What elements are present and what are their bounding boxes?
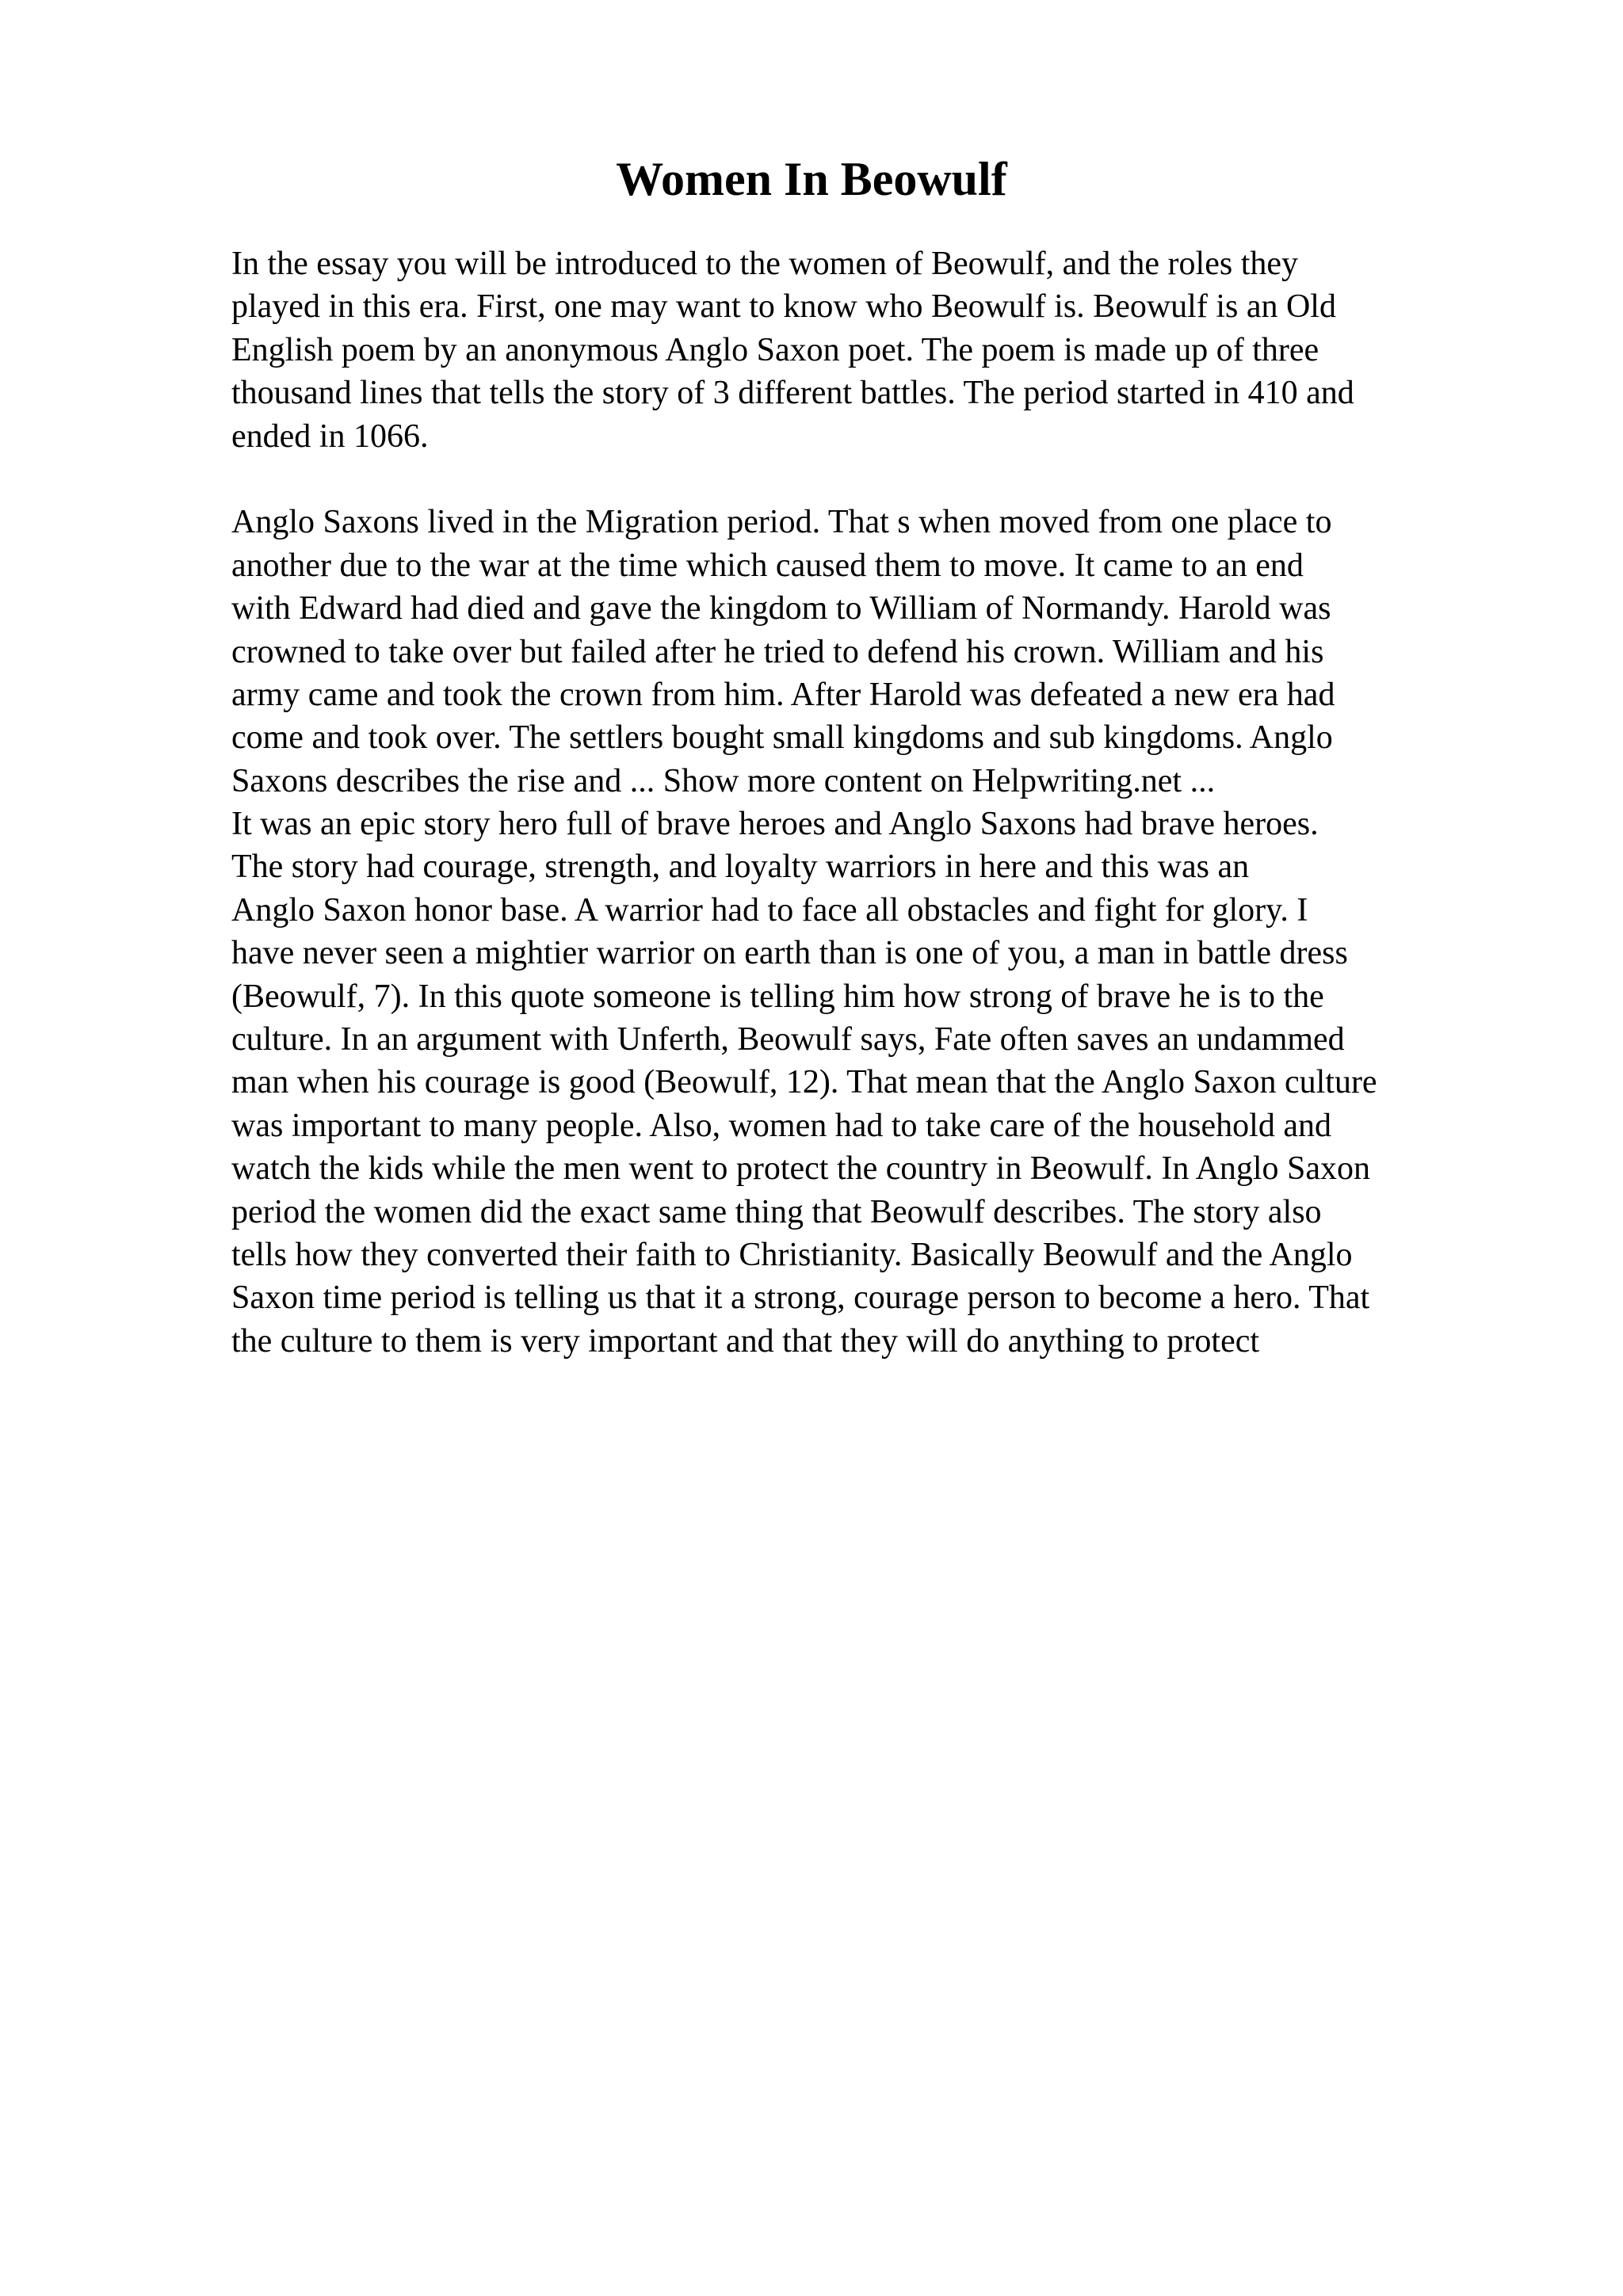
text-line: watch the kids while the men went to protect the country in Beowulf. In Anglo Saxon: [231, 1150, 1371, 1188]
text-line: The story had courage, strength, and loyalty warriors in here and this was an: [231, 849, 1250, 886]
text-line: was important to many people. Also, women had to take care of the household and: [231, 1107, 1331, 1144]
text-line: period the women did the exact same thing that Beowulf describes. The story also: [231, 1193, 1322, 1230]
text-line: man when his courage is good (Beowulf, 12). That mean that the Anglo Saxon culture: [231, 1064, 1377, 1101]
text-line: played in this era. First, one may want to know who Beowulf is. Beowulf is an Old: [231, 288, 1336, 326]
text-line: In the essay you will be introduced to the women of Beowulf, and the roles they: [231, 246, 1299, 282]
paragraph-epic-story: [231, 803, 1594, 1363]
text-line: thousand lines that tells the story of 3 different battles. The period started in 410 and: [231, 375, 1354, 412]
text-line: (Beowulf, 7). In this quote someone is telling him how strong of brave he is to the: [231, 978, 1324, 1015]
document-title: Women In Beowulf: [616, 153, 1007, 205]
paragraph-intro: [231, 242, 1594, 458]
text-line: come and took over. The settlers bought small kingdoms and sub kingdoms. Anglo: [231, 719, 1333, 757]
text-line: with Edward had died and gave the kingdom to William of Normandy. Harold was: [231, 590, 1331, 627]
text-line: It was an epic story hero full of brave heroes and Anglo Saxons had brave heroes.: [231, 806, 1319, 843]
text-line: tells how they converted their faith to Christianity. Basically Beowulf and the Anglo: [231, 1236, 1353, 1273]
text-line: Saxon time period is telling us that it a strong, courage person to become a hero. That: [231, 1280, 1370, 1317]
document-body: [231, 242, 1594, 1363]
text-line: ended in 1066.: [231, 418, 429, 455]
paragraph-spacer: [231, 458, 1594, 501]
text-line: Anglo Saxons lived in the Migration period. That s when moved from one place to: [231, 504, 1332, 541]
text-line: culture. In an argument with Unferth, Beowulf says, Fate often saves an undammed: [231, 1021, 1345, 1058]
text-line: Saxons describes the rise and ... Show more content on Helpwriting.net ...: [231, 762, 1216, 799]
text-line: crowned to take over but failed after he tried to defend his crown. William and his: [231, 633, 1324, 670]
text-line: English poem by an anonymous Anglo Saxon poet. The poem is made up of three: [231, 331, 1319, 368]
text-line: Anglo Saxon honor base. A warrior had to face all obstacles and fight for glory. I: [231, 891, 1308, 929]
paragraph-migration: [231, 501, 1594, 803]
text-line: another due to the war at the time which caused them to move. It came to an end: [231, 547, 1304, 584]
text-line: army came and took the crown from him. After Harold was defeated a new era had: [231, 676, 1335, 713]
text-line: have never seen a mightier warrior on earth than is one of you, a man in battle dress: [231, 935, 1348, 972]
text-line: the culture to them is very important and that they will do anything to protect: [231, 1322, 1260, 1360]
